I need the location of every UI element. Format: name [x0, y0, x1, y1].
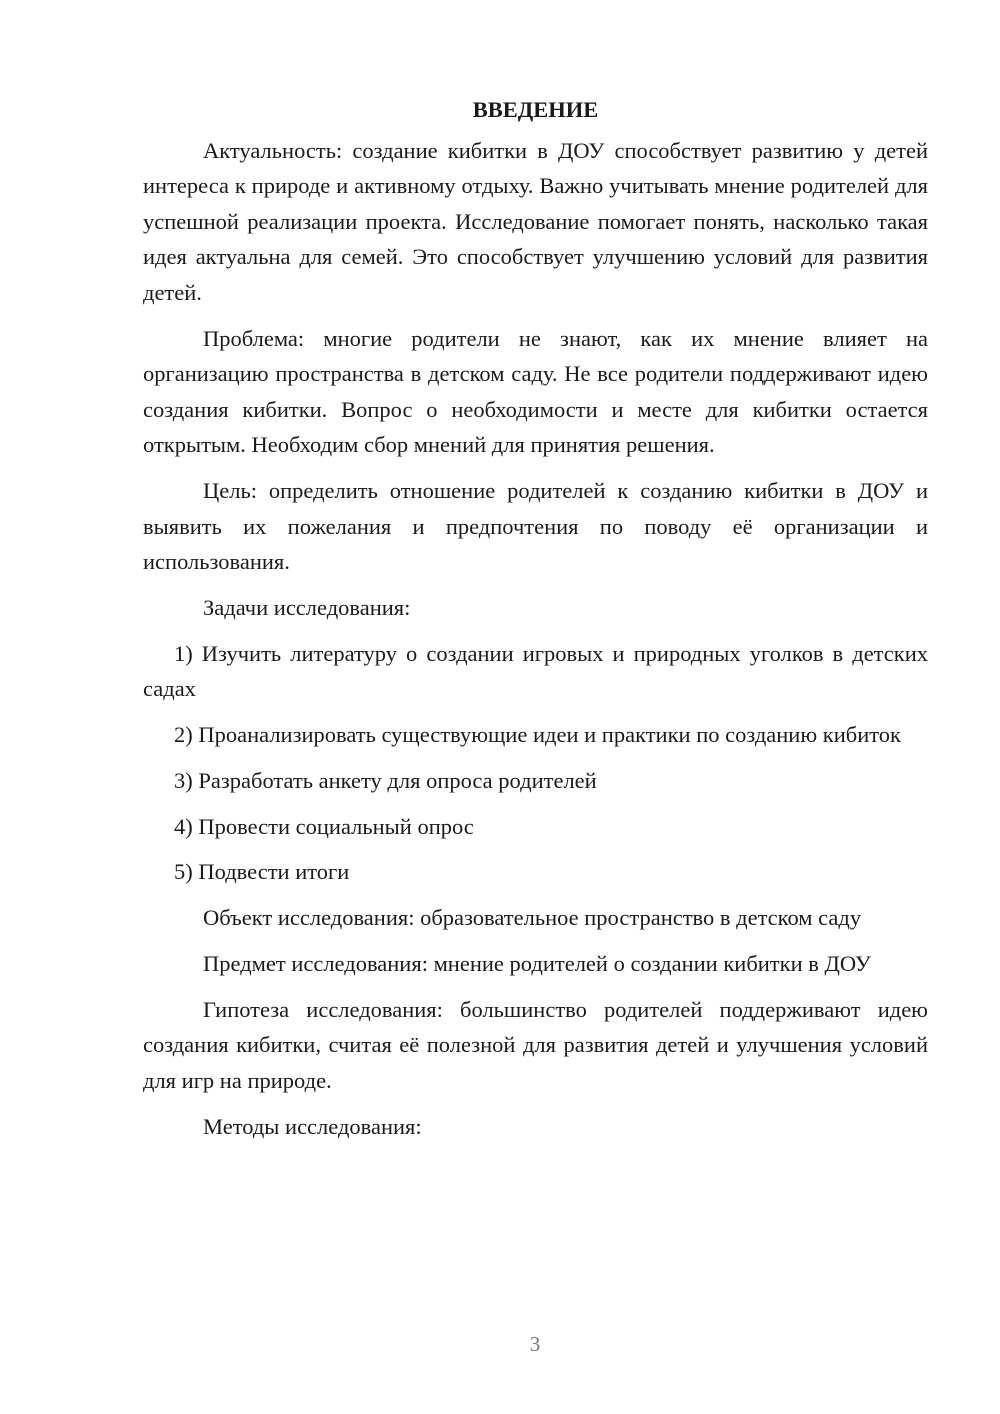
page-number: 3: [529, 1332, 541, 1356]
paragraph-goal: Цель: определить отношение родителей к созданию кибитки в ДОУ и выявить их пожелания и предпочтения по поводу её организации и использования.: [143, 478, 928, 574]
methods-heading: Методы исследования:: [203, 1113, 422, 1139]
task-item-1: 1) Изучить литературу о создании игровых и природных уголков в детских садах: [143, 640, 928, 701]
task-item-5: 5) Подвести итоги: [174, 859, 350, 884]
section-title: ВВЕДЕНИЕ: [472, 97, 599, 122]
task-item-4: 4) Провести социальный опрос: [174, 813, 474, 839]
task-item-2: 2) Проанализировать существующие идеи и практики по созданию кибиток: [174, 722, 901, 747]
tasks-heading: Задачи исследования:: [203, 595, 411, 620]
paragraph-subject: Предмет исследования: мнение родителей о создании кибитки в ДОУ: [203, 950, 871, 976]
document-page: [143, 92, 928, 1154]
paragraph-problem: Проблема: многие родители не знают, как их мнение влияет на организацию пространства в детском саду. Не все родители поддерживают идею создания кибитки. Вопрос о необходимости и месте для кибитки остается открытым. Необходим сбор мнений для принятия решения.: [143, 325, 928, 457]
task-item-3: 3) Разработать анкету для опроса родителей: [174, 768, 597, 793]
paragraph-relevance: Актуальность: создание кибитки в ДОУ способствует развитию у детей интереса к природе и активному отдыху. Важно учитывать мнение родителей для успешной реализации проекта. Исследование помогает понять, насколько такая идея актуальна для семей. Это способствует улучшению условий для развития детей.: [143, 137, 928, 305]
paragraph-hypothesis: Гипотеза исследования: большинство родителей поддерживают идею создания кибитки, считая её полезной для развития детей и улучшения условий для игр на природе.: [143, 996, 928, 1093]
paragraph-object: Объект исследования: образовательное пространство в детском саду: [203, 904, 862, 930]
